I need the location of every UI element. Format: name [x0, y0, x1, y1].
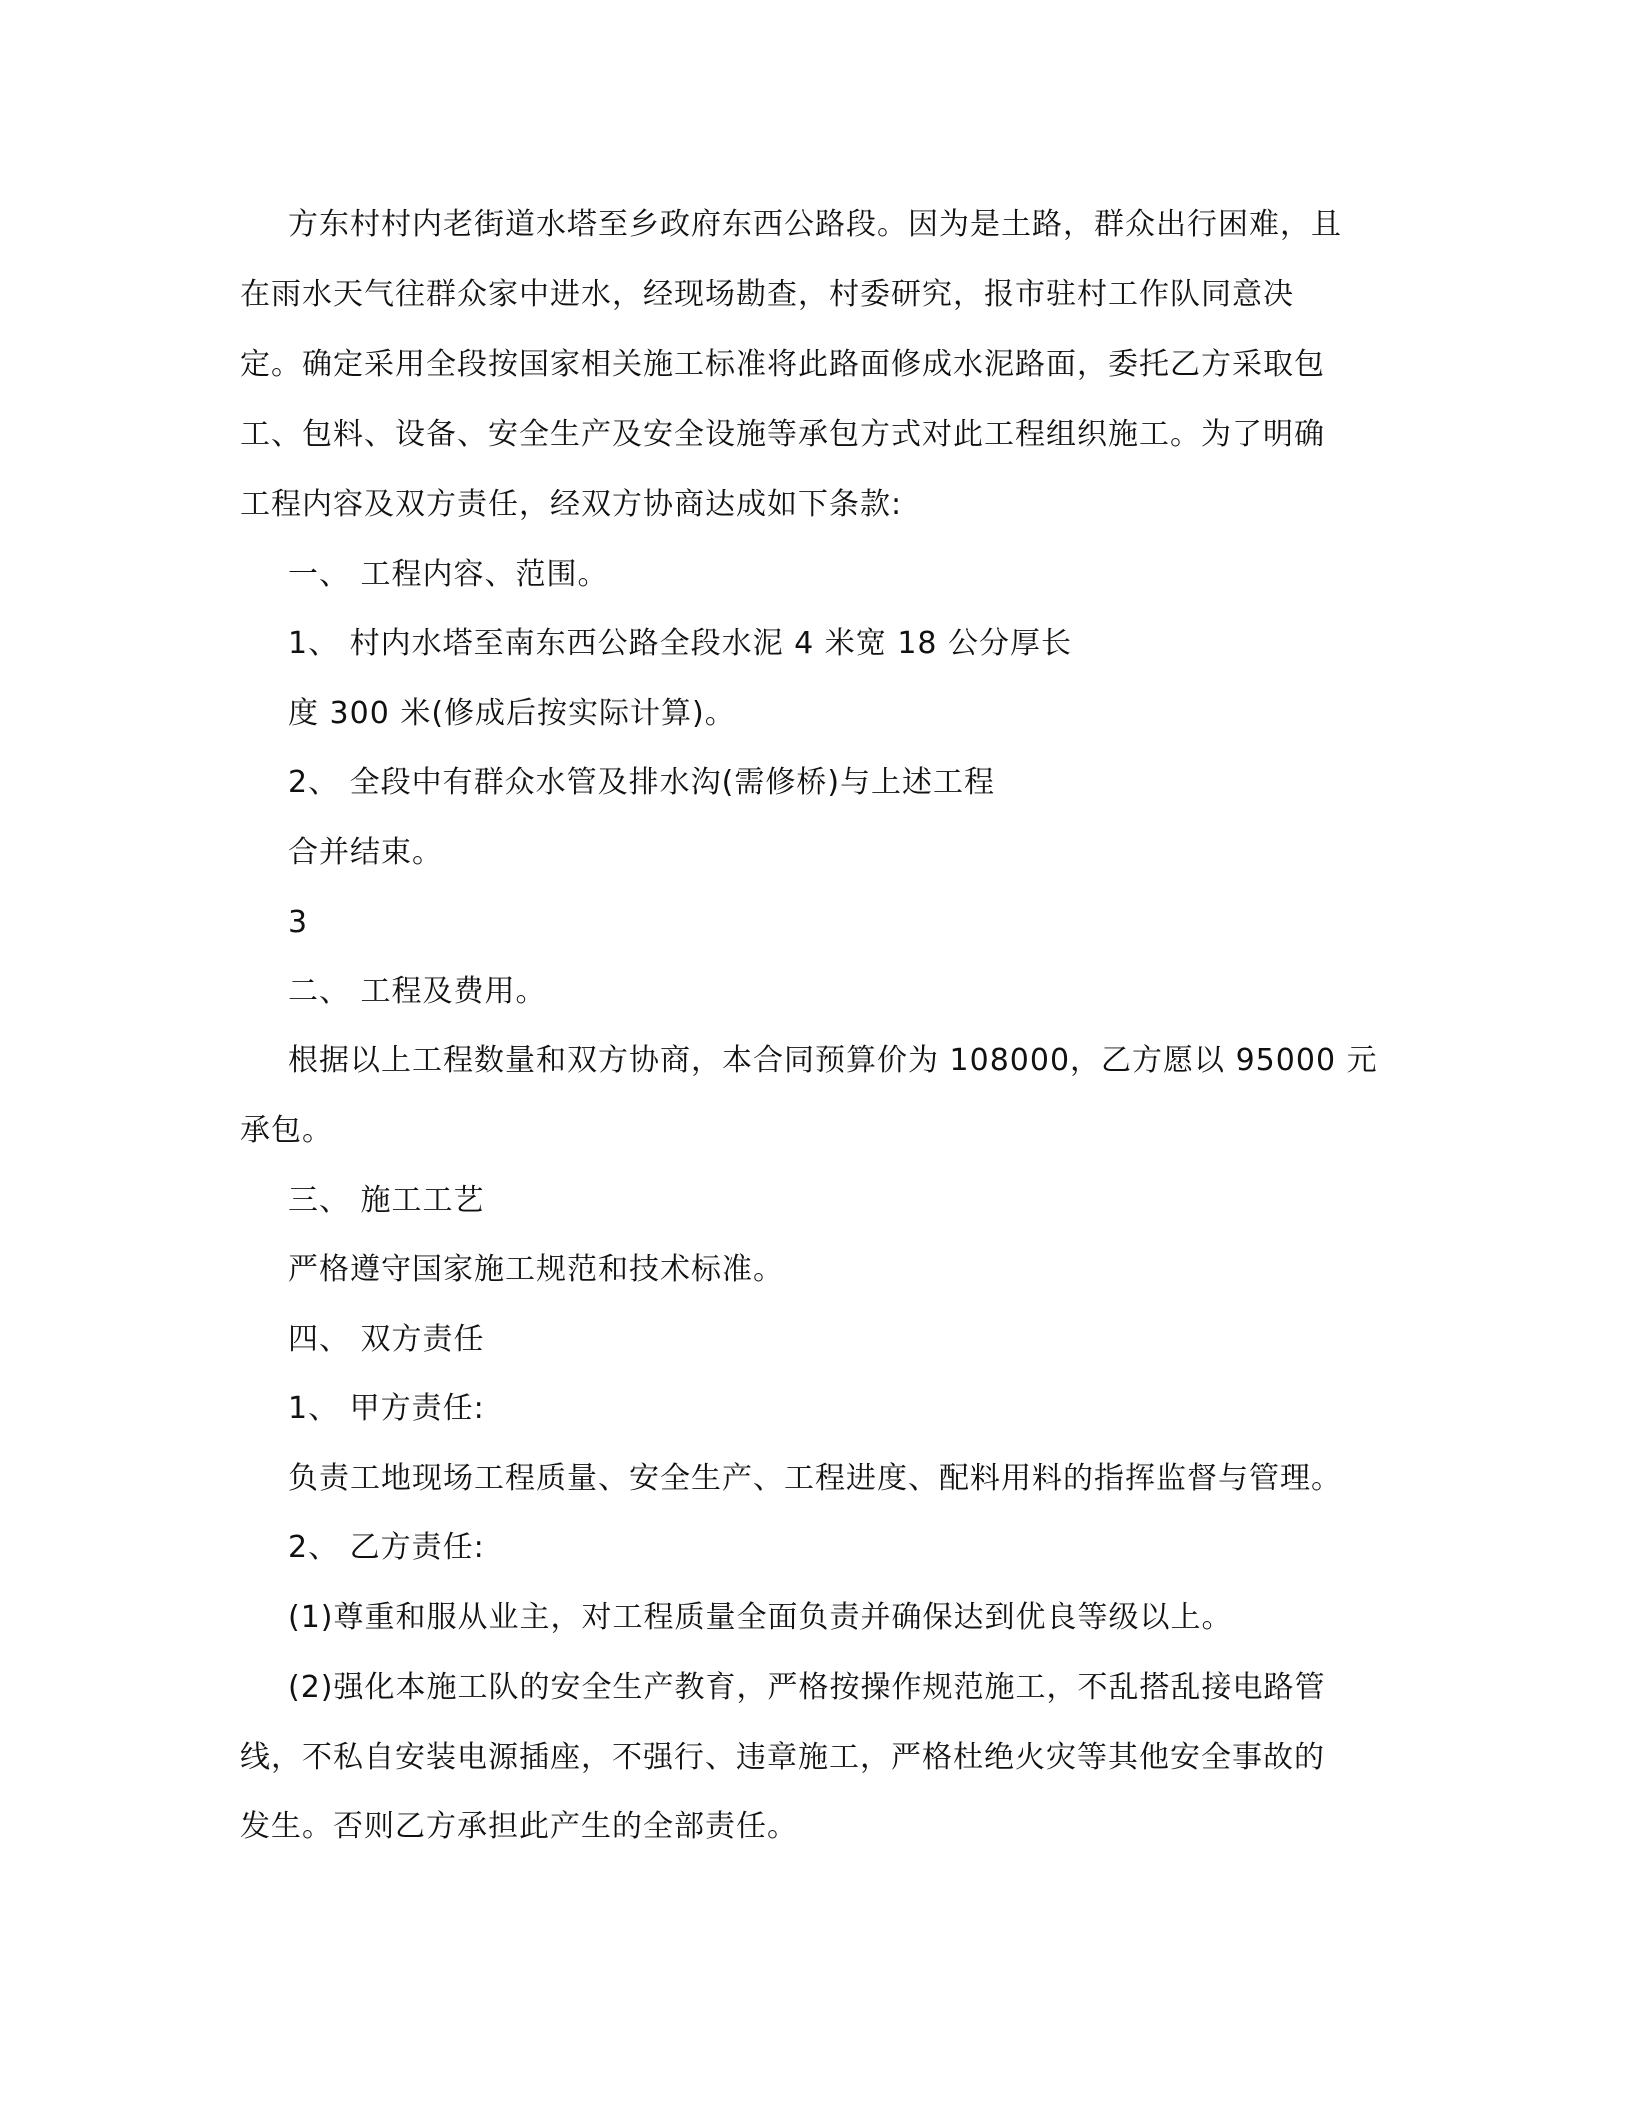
- section-heading-4: 四、 双方责任: [288, 1322, 485, 1357]
- paragraph-intro-line-5: 工程内容及双方责任，经双方协商达成如下条款:: [240, 487, 903, 522]
- party-b-item-2-line-2: 线，不私自安装电源插座，不强行、违章施工，严格杜绝火灾等其他安全事故的: [240, 1740, 1325, 1775]
- paragraph-intro-line-3: 定。确定采用全段按国家相关施工标准将此路面修成水泥路面，委托乙方采取包: [240, 347, 1325, 382]
- cost-paragraph-line-2: 承包。: [240, 1113, 333, 1148]
- section-heading-3: 三、 施工工艺: [288, 1183, 485, 1218]
- section-heading-1: 一、 工程内容、范围。: [288, 557, 609, 592]
- item-3: 3: [288, 905, 309, 940]
- cost-paragraph-line-1: 根据以上工程数量和双方协商，本合同预算价为 108000，乙方愿以 95000 元: [288, 1043, 1378, 1078]
- party-b-item-2-line-3: 发生。否则乙方承担此产生的全部责任。: [240, 1809, 798, 1844]
- item-2-line-2: 合并结束。: [288, 835, 443, 870]
- item-2-line-1: 2、 全段中有群众水管及排水沟(需修桥)与上述工程: [288, 765, 996, 800]
- item-1-line-1: 1、 村内水塔至南东西公路全段水泥 4 米宽 18 公分厚长: [288, 626, 1073, 661]
- paragraph-intro-line-1: 方东村村内老街道水塔至乡政府东西公路段。因为是土路，群众出行困难，且: [288, 207, 1342, 242]
- paragraph-intro-line-2: 在雨水天气往群众家中进水，经现场勘查，村委研究，报市驻村工作队同意决: [240, 277, 1294, 312]
- item-1-line-2: 度 300 米(修成后按实际计算)。: [288, 696, 736, 731]
- section-heading-2: 二、 工程及费用。: [288, 974, 547, 1009]
- process-paragraph: 严格遵守国家施工规范和技术标准。: [288, 1252, 784, 1287]
- party-a-paragraph: 负责工地现场工程质量、安全生产、工程进度、配料用料的指挥监督与管理。: [288, 1461, 1342, 1496]
- paragraph-intro-line-4: 工、包料、设备、安全生产及安全设施等承包方式对此工程组织施工。为了明确: [240, 417, 1325, 452]
- party-b-item-2-line-1: (2)强化本施工队的安全生产教育，严格按操作规范施工，不乱搭乱接电路管: [288, 1670, 1326, 1705]
- party-b-heading: 2、 乙方责任:: [288, 1530, 485, 1565]
- party-a-heading: 1、 甲方责任:: [288, 1391, 485, 1426]
- party-b-item-1: (1)尊重和服从业主，对工程质量全面负责并确保达到优良等级以上。: [288, 1600, 1233, 1635]
